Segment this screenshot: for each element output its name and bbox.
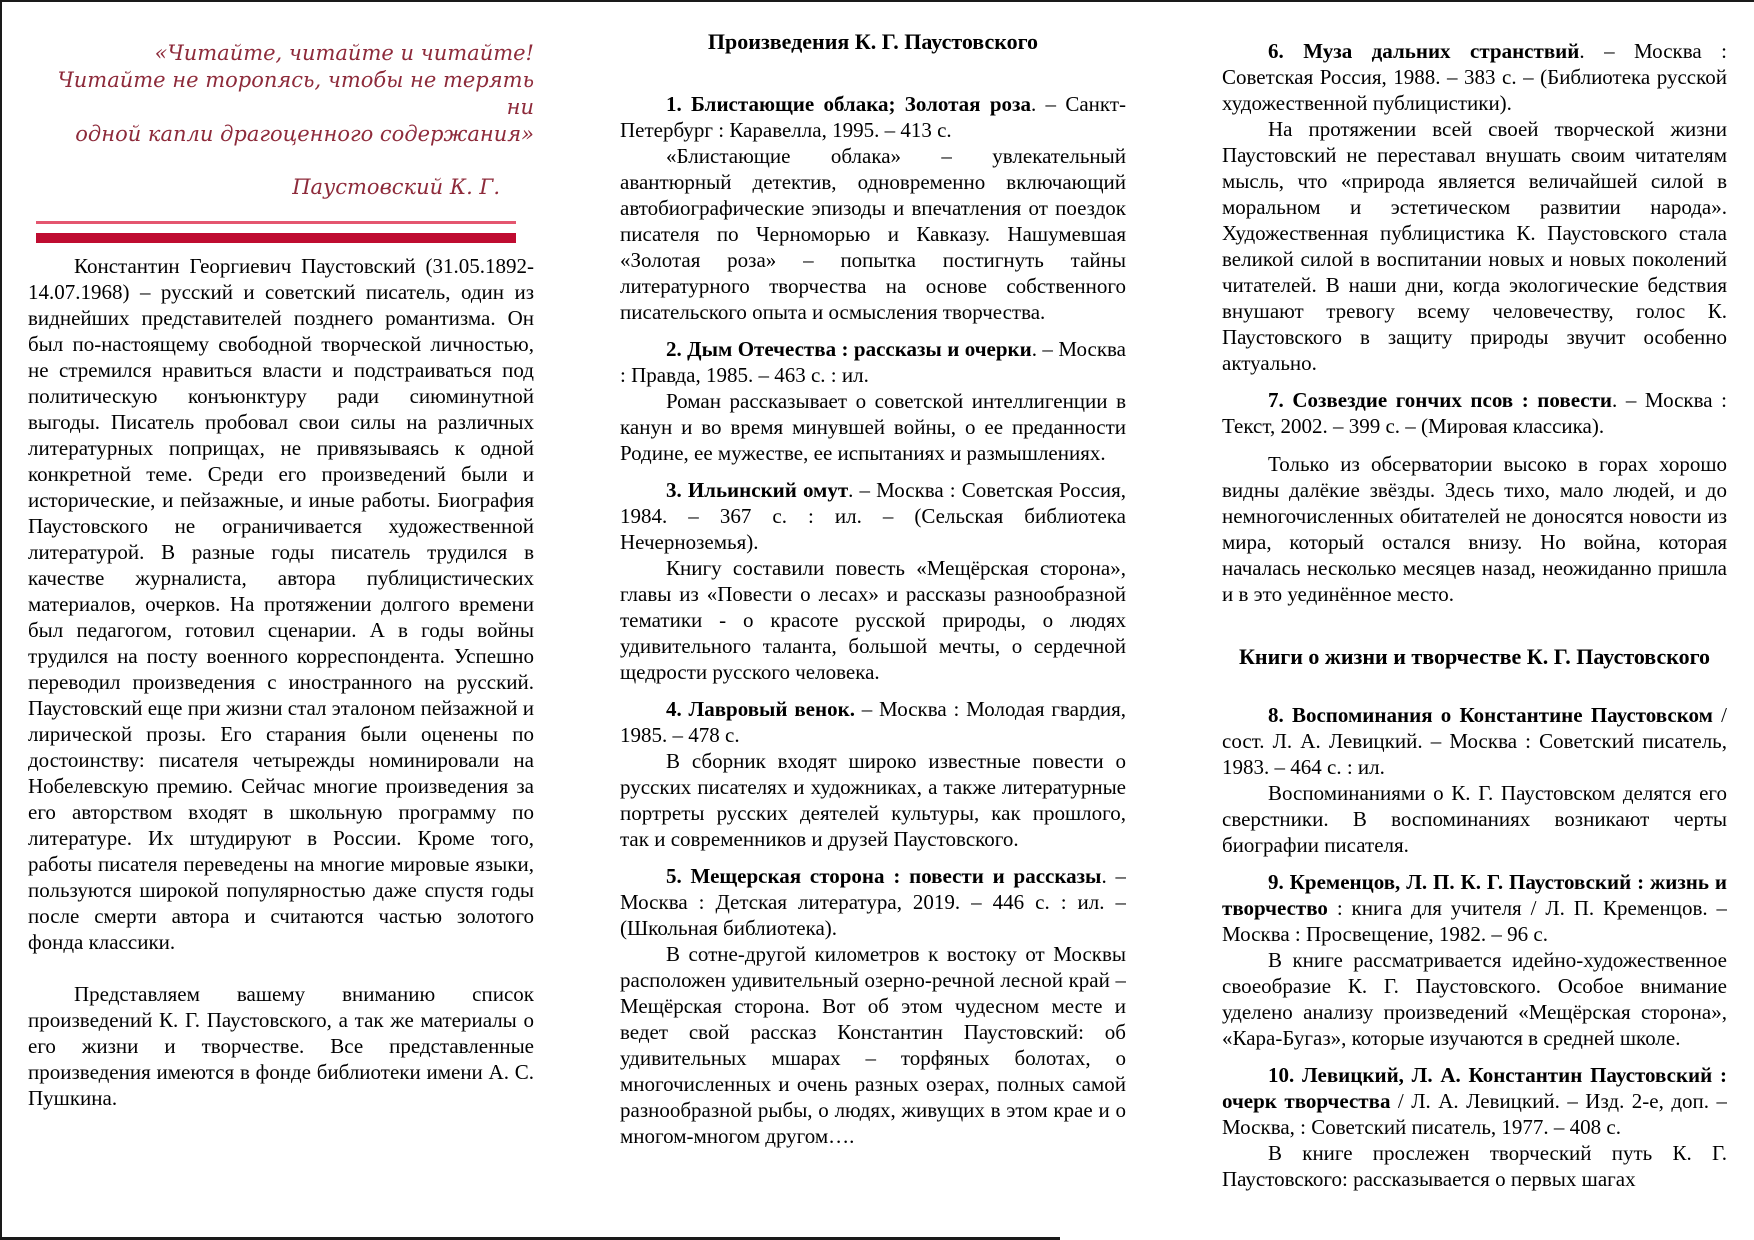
annotation: В сотне-другой километров к востоку от Москвы расположен удивительный озерно-речной лесной край – Мещёрская сторона. Вот об этом чудесном месте и ведет свой рассказ Константин Паустовский: об удивительных мшарах – торфяных болотах, о многочисленных и очень разных озерах, полных самой разнообразной рыбы, о людях, живущих в этом крае и о многом-многом другом….: [620, 942, 1126, 1148]
biography: [28, 253, 534, 1111]
annotation: Воспоминаниями о К. Г. Паустовском делятся его сверстники. В воспоминаниях возникают черты биографии писателя.: [1222, 781, 1727, 857]
epigraph-attribution: Паустовский К. Г.: [292, 175, 500, 199]
red-rule-thick-bar: [36, 233, 516, 243]
citation-details: / Л. А. Левицкий. – Изд. 2-е, доп. – Москва, : Советский писатель, 1977. – 408 с.: [1222, 1089, 1727, 1139]
citation: [620, 477, 1126, 555]
citation: [620, 696, 1126, 748]
page-edge-left: [0, 0, 2, 1240]
bibliography-entry-2: [620, 336, 1126, 466]
citation-details: . – Москва : Советская Россия, 1984. – 367 с. : ил. – (Сельская библиотека Нечерноземья).: [620, 478, 1126, 554]
bibliography-entry-7: [1222, 387, 1727, 607]
section-title-books-about-text: Книги о жизни и творчестве К. Г. Паустовского: [1238, 644, 1711, 669]
citation-details: . – Москва : Советская Россия, 1988. – 383 с. – (Библиотека русской художественной публицистики).: [1222, 39, 1727, 115]
citation: [1222, 387, 1727, 439]
citation-details: . – Санкт-Петербург : Каравелла, 1995. – 413 с.: [620, 92, 1126, 142]
column-left: [28, 0, 534, 1240]
citation: [620, 91, 1126, 143]
citation-title: 8. Воспоминания о Константине Паустовском: [1268, 703, 1713, 727]
citation-details: . – Москва : Текст, 2002. – 399 с. – (Мировая классика).: [1222, 388, 1727, 438]
annotation: Книгу составили повесть «Мещёрская сторона», главы из «Повести о лесах» и рассказы разнообразной тематики - о красоте русской природы, о людях удивительного таланта, большой мечты, о сердечной щедрости русского человека.: [620, 556, 1126, 684]
annotation: В сборник входят широко известные повести о русских писателях и художниках, а также литературные портреты русских деятелей культуры, как прошлого, так и современников и друзей Паустовского.: [620, 749, 1126, 851]
section-title-books-about: [1222, 643, 1727, 670]
bibliography-entry-3: [620, 477, 1126, 685]
citation: [1222, 38, 1727, 116]
citation-title: 5. Мещерская сторона : повести и рассказы: [666, 864, 1102, 888]
epigraph: [28, 40, 534, 201]
annotation: Только из обсерватории высоко в горах хорошо видны далёкие звёзды. Здесь тихо, мало людей, и до немногочисленных обитателей не доносятся новости из мира, который остался внизу. Но война, которая началась несколько месяцев назад, неожиданно пришла и в это уединённое место.: [1222, 452, 1727, 606]
citation-title: 7. Созвездие гончих псов : повести: [1268, 388, 1613, 412]
biography-paragraph: Константин Георгиевич Паустовский (31.05.1892-14.07.1968) – русский и советский писатель, один из виднейших представителей позднего романтизма. Он был по-настоящему свободной творческой личностью, не стремился нравиться власти и подстраиваться под политическую конъюнктуру ради сиюминутной выгоды. Писатель пробовал свои силы на различных литературных поприщах, не привязываясь к одной конкретной теме. Среди его произведений были и исторические, и пейзажные, и иные работы. Биография Паустовского не ограничивается художественной литературой. В разные годы писатель трудился в качестве журналиста, автора публицистических материалов, очерков. На протяжении долгого времени был педагогом, готовил сценарии. А в годы войны трудился на посту военного корреспондента. Успешно переводил произведения с иностранного на русский. Паустовский еще при жизни стал эталоном пейзажной и лирической прозы. Его старания были оценены по достоинству: писателя четырежды номинировали на Нобелевскую премию. Сейчас многие произведения за его авторством входят в школьную программу по литературе. Их штудируют в России. Кроме того, работы писателя переведены на многие мировые языки, пользуются широкой популярностью даже спустя годы после смерти автора и считаются частью золотого фонда классики.: [28, 254, 534, 954]
annotation: На протяжении всей своей творческой жизни Паустовский не переставал внушать своим читателям мысль, что «природа является величайшей силой в моральном и эстетическом развитии народа». Художественная публицистика К. Паустовского стала великой силой в воспитании новых и новых поколений читателей. В наши дни, когда экологические бедствия внушают тревогу всему человечеству, голос К. Паустовского в защиту природы звучит особенно актуально.: [1222, 117, 1727, 375]
annotation: «Блистающие облака» – увлекательный авантюрный детектив, одновременно включающий автобиографические эпизоды и впечатления от поездок писателя по Черноморью и Кавказу. Нашумевшая «Золотая роза» – попытка постигнуть тайны литературного творчества на основе собственного писательского опыта и осмысления творчества.: [620, 144, 1126, 324]
annotation: В книге рассматривается идейно-художественное своеобразие К. Г. Паустовского. Особое внимание уделено анализу произведений «Мещёрская сторона», «Кара-Бугаз», которые изучаются в средней школе.: [1222, 948, 1727, 1050]
epigraph-line: Читайте не торопясь, чтобы не терять ни: [57, 68, 534, 119]
citation-details: – Москва : Молодая гвардия, 1985. – 478 с.: [620, 697, 1126, 747]
citation-title: 9. Кременцов, Л. П. К. Г. Паустовский : жизнь и творчество: [1222, 870, 1727, 920]
citation-title: 2. Дым Отечества : рассказы и очерки: [666, 337, 1032, 361]
bibliography-entry-10: [1222, 1062, 1727, 1192]
annotation: Роман рассказывает о советской интеллигенции в канун и во время минувшей войны, о ее преданности Родине, ее мужестве, ее испытаниях и размышлениях.: [620, 389, 1126, 465]
bibliography-entry-8: [1222, 702, 1727, 858]
bibliography-entry-6: [1222, 38, 1727, 376]
citation-details: : книга для учителя / Л. П. Кременцов. – Москва : Просвещение, 1982. – 96 с.: [1222, 896, 1727, 946]
section-title-works-text: Произведения К. Г. Паустовского: [707, 29, 1039, 54]
column-middle: [620, 0, 1126, 1240]
citation-title: 4. Лавровый венок.: [666, 697, 855, 721]
citation-details: . – Москва : Детская литература, 2019. – 446 с. : ил. – (Школьная библиотека).: [620, 864, 1126, 940]
citation: [1222, 1062, 1727, 1140]
citation-details: / сост. Л. А. Левицкий. – Москва : Советский писатель, 1983. – 464 с. : ил.: [1222, 703, 1727, 779]
citation-title: 1. Блистающие облака; Золотая роза: [666, 92, 1031, 116]
intro-paragraph: Представляем вашему вниманию список произведений К. Г. Паустовского, а так же материалы о его жизни и творчестве. Все представленные произведения имеются в фонде библиотеки имени А. С. Пушкина.: [28, 982, 534, 1110]
citation-title: 3. Ильинский омут: [666, 478, 849, 502]
annotation: В книге прослежен творческий путь К. Г. Паустовского: рассказывается о первых шагах: [1222, 1141, 1727, 1191]
bibliography-entry-4: [620, 696, 1126, 852]
citation-title: 10. Левицкий, Л. А. Константин Паустовский : очерк творчества: [1222, 1063, 1727, 1113]
epigraph-line: «Читайте, читайте и читайте!: [154, 41, 534, 65]
citation: [1222, 869, 1727, 947]
citation: [620, 863, 1126, 941]
citation: [620, 336, 1126, 388]
epigraph-line: одной капли драгоценного содержания»: [75, 122, 534, 146]
bibliography-entry-9: [1222, 869, 1727, 1051]
section-title-works: [620, 0, 1126, 55]
column-right: [1222, 0, 1727, 1240]
decorative-red-rule: [36, 221, 516, 243]
citation: [1222, 702, 1727, 780]
citation-details: . – Москва : Правда, 1985. – 463 с. : ил.: [620, 337, 1126, 387]
bibliography-entry-1: [620, 91, 1126, 325]
citation-title: 6. Муза дальних странствий: [1268, 39, 1580, 63]
bibliography-entry-5: [620, 863, 1126, 1149]
